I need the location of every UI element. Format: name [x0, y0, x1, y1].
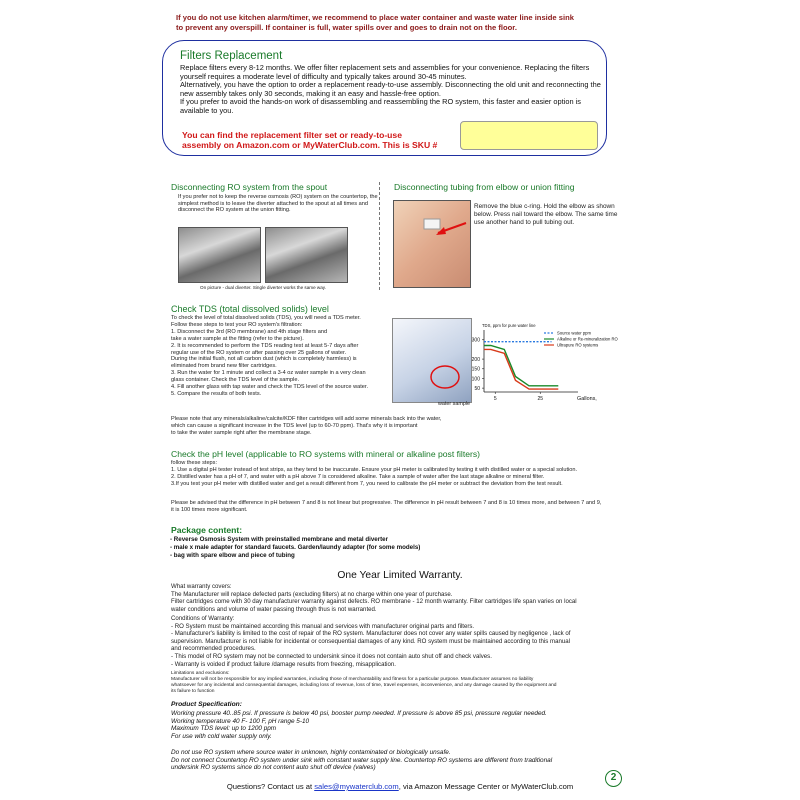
filters-paragraph-1: Replace filters every 8-12 months. We offer filter replacement sets and assemblies for your convenience. Replacing the filters yourself requires a moderate level of difficulty and typically takes around 30-45 minutes.	[180, 63, 590, 81]
page-number: 2	[605, 770, 622, 787]
disconnect-tubing-title: Disconnecting tubing from elbow or union fitting	[394, 182, 575, 192]
warranty-covers	[171, 583, 577, 613]
disconnect-spout-title: Disconnecting RO system from the spout	[171, 182, 328, 192]
filters-paragraph-2: Alternatively, you have the option to order a replacement ready-to-use assembly. Disconnecting the old unit and reconnecting the new assembly takes only 30 seconds, making it an easy and hassle-free option.	[180, 80, 601, 98]
tds-note-line: which can cause a significant increase in the TDS level (up to 60-70 ppm). That's why it is important	[171, 422, 418, 429]
ph-steps	[171, 460, 577, 488]
spec-notes	[171, 749, 552, 772]
warranty-line: - Manufacturer's liability is limited to the cost of repair of the RO system. Manufacturer does not cover any water spills caused by negligence , lack of	[171, 630, 571, 638]
package-list	[170, 536, 420, 559]
tds-line: 1. Disconnect the 3rd (RO membrane) and 4th stage filters and	[171, 328, 328, 335]
ph-line: follow these steps:	[171, 460, 218, 466]
spec-line: Maximum TDS level: up to 1200 ppm	[171, 725, 277, 733]
ph-line: 2. Distilled water has a pH of 7, and water with a pH above 7 is considered alkaline. Take a sample of water after the last stage alkaline or mineral filter.	[171, 473, 545, 480]
warranty-line: Manufacturer will not be responsible for any implied warranties, including those of merchantability and fitness for a particular purpose. Manufacturer assumes no liability	[171, 677, 534, 683]
warranty-line: Conditions of Warranty:	[171, 615, 235, 622]
sku-notice-line-2: assembly on Amazon.com or MyWaterClub.com. This is SKU #	[182, 140, 438, 150]
package-item: - bag with spare elbow and piece of tubing	[170, 551, 295, 559]
filters-replacement-text	[180, 64, 602, 116]
tds-line: To check the level of total dissolved solids (TDS), you will need a TDS meter.	[171, 315, 361, 321]
disconnect-tubing-text: Remove the blue c-ring. Hold the elbow as shown below. Press nail toward the elbow. The same time use another hand to pull tubing out.	[474, 203, 618, 226]
package-title: Package content:	[171, 525, 243, 535]
chart-y-tick-label: 150	[471, 366, 480, 373]
tds-line: glass container. Check the TDS level of the sample.	[171, 377, 299, 384]
spec-list	[171, 710, 547, 740]
tds-line: eliminated from brand new filter cartridges.	[171, 363, 277, 370]
sku-notice	[182, 130, 472, 150]
chart-x-tick-label: 25	[537, 396, 544, 402]
tds-line: regular use of the RO system or after passing over 25 gallons of water.	[171, 349, 347, 356]
sample-circle-icon	[393, 319, 473, 404]
spec-note: undersink RO systems since do not content auto shut off device (valves)	[171, 764, 376, 772]
tds-line: During the initial flush, not all carbon dust (which is completely harmless) is	[171, 356, 357, 363]
sku-notice-line-1: You can find the replacement filter set or ready-to-use	[182, 130, 402, 140]
chart-title: TDS, ppm for pure water line	[482, 323, 536, 328]
warranty-line: - RO System must be maintained according this manual and services with manufacturer original parts and filters.	[171, 622, 475, 630]
warranty-conditions	[171, 615, 570, 668]
tds-note-line: to take the water sample right after the membrane stage.	[171, 429, 312, 436]
warranty-line: Filter cartridges come with 30 day manufacturer warranty against defects. RO membrane - 12 month warranty. Filter cartridges life span varies on local	[171, 598, 577, 606]
tds-note	[171, 416, 442, 437]
spec-line: Working pressure 40..85 psi. If pressure is below 40 psi, booster pump needed. If pressure is above 85 psi, pressure regular needed.	[171, 710, 547, 717]
warranty-line: water conditions and volume of water passing through thus is not warranted.	[171, 605, 377, 613]
section-divider	[379, 182, 380, 290]
ph-note-line: it is 100 times more significant.	[171, 506, 248, 513]
warranty-line: - This model of RO system may not be connected to undersink since it does not contain auto shut off and check valves.	[171, 652, 492, 660]
tds-note-line: Please note that any minerals/alkaline/calcite/KDF filter cartridges will add some minerals back into the water,	[171, 416, 442, 422]
sku-field	[460, 121, 598, 150]
chart-y-tick-label: 50	[474, 385, 480, 392]
ph-line: 3.If you test your pH meter with distilled water and get a result different from 7, you need to calibrate the pH meter or subtract the deviation from the test result.	[171, 480, 563, 487]
warranty-line: whatsoever for any incidental and consequential damages, including loss of revenue, loss of time, travel expenses, inconvenience, and any damage caused by the equipment and	[171, 683, 557, 689]
elbow-photo	[393, 200, 471, 288]
email-link[interactable]: sales@mywaterclub.com	[314, 782, 399, 791]
tds-chart	[462, 318, 638, 404]
tds-steps	[171, 315, 368, 398]
spec-title: Product Specification:	[171, 701, 242, 708]
spec-note: Do not use RO system where source water in unknown, highly contaminated or biologically unsafe.	[171, 749, 451, 756]
chart-y-tick-label: 300	[471, 337, 480, 344]
ro-system-photo	[392, 318, 472, 403]
ph-note-line: Please be advised that the difference in pH between 7 and 8 is not linear but progressive. The difference in pH result between 7 and 8 is 10 times more, and between 7 and 9,	[171, 500, 602, 506]
filters-paragraph-3: If you prefer to avoid the hands-on work of disassembling and reassembling the RO system, this faster and easier option is available to you.	[180, 97, 581, 115]
ph-line: 1. Use a digital pH tester instead of test strips, as they tend to be inaccurate. Ensure your pH meter is calibrated by testing it with distilled water or a special solution.	[171, 466, 578, 473]
contact-prefix: Questions? Contact us at	[226, 782, 315, 791]
tds-line: 2. It is recommended to perform the TDS reading test at least 5-7 days after	[171, 342, 359, 349]
chart-legend-label: Source water ppm	[557, 330, 591, 336]
water-sample-label: water sample	[438, 401, 471, 407]
warranty-line: What warranty covers:	[171, 583, 232, 590]
sink-warning-line-1: If you do not use kitchen alarm/timer, we recommend to place water container and waste water line inside sink	[176, 13, 574, 22]
spec-line: Working temperature 40 F- 100 F, pH range 5-10	[171, 717, 310, 725]
ph-note	[171, 500, 601, 514]
dual-diverter-photo-1	[178, 227, 261, 283]
warranty-line: The Manufacturer will replace defected parts (excluding filters) at no charge within one year of purchase.	[171, 590, 453, 598]
tds-line: 4. Fill another glass with tap water and check the TDS level of the source water.	[171, 384, 369, 391]
chart-x-label: Gallons,	[577, 396, 597, 402]
ph-title: Check the pH level (applicable to RO systems with mineral or alkaline post filters)	[171, 449, 481, 459]
sink-warning	[176, 13, 616, 33]
warranty-line: - Warranty is voided if product failure /damage results from freezing, misapplication.	[171, 660, 396, 668]
chart-legend-label: Ultrapure RO systems	[557, 342, 599, 348]
chart-series-line	[484, 349, 558, 389]
tds-line: take a water sample at the fitting (refer to the picture).	[171, 335, 304, 342]
spec-line: For use with cold water supply only.	[171, 732, 272, 740]
warranty-limitations	[171, 671, 557, 695]
warranty-line: and recommended procedures.	[171, 645, 256, 653]
contact-suffix: , via Amazon Message Center or MyWaterClub.com	[398, 782, 574, 791]
package-item: - male x male adapter for standard faucets. Garden/laundy adapter (for some models)	[170, 543, 421, 551]
warranty-line: supervision. Manufacturer is not liable for incidental or consequential damages of any kind. RO system must be maintained according to this manual	[171, 637, 571, 645]
tds-title: Check TDS (total dissolved solids) level	[171, 304, 329, 314]
chart-x-tick-label: 5	[493, 396, 497, 402]
disconnect-spout-text: If you prefer not to keep the reverse osmosis (RO) system on the countertop, the simplest method is to leave the diverter attached to the spout at all times and disconnect the RO system at the union fitting.	[178, 194, 378, 214]
diverter-caption: On picture - dual diverter. Single diverter works the same way.	[200, 285, 327, 290]
warranty-title: One Year Limited Warranty.	[337, 570, 463, 581]
tds-line: Follow these steps to test your RO system's filtration:	[171, 321, 303, 328]
filters-replacement-title: Filters Replacement	[180, 50, 283, 62]
chart-legend-label: Alkaline or Re-mineralization RO	[557, 336, 618, 342]
chart-y-tick-label: 100	[471, 376, 480, 383]
sink-warning-line-2: to prevent any overspill. If container is full, water spills over and goes to drain not on the floor.	[176, 23, 517, 32]
chart-series-line	[484, 346, 558, 386]
press-arrow-icon	[394, 201, 472, 289]
warranty-line: its failure to function	[171, 689, 215, 695]
warranty-line: Limitations and exclusions:	[171, 671, 230, 676]
chart-y-tick-label: 200	[471, 356, 480, 363]
tds-line: 5. Compare the results of both tests.	[171, 390, 262, 397]
tds-line: 3. Run the water for 1 minute and collect a 3-4 oz water sample in a very clean	[171, 370, 366, 377]
dual-diverter-photo-2	[265, 227, 348, 283]
contact-line	[0, 782, 800, 791]
spec-note: Do not connect Countertop RO system under sink with constant water supply line. Countertop RO systems are different from traditional	[171, 756, 553, 764]
package-item: - Reverse Osmosis System with preinstalled membrane and metal diverter	[170, 536, 389, 543]
